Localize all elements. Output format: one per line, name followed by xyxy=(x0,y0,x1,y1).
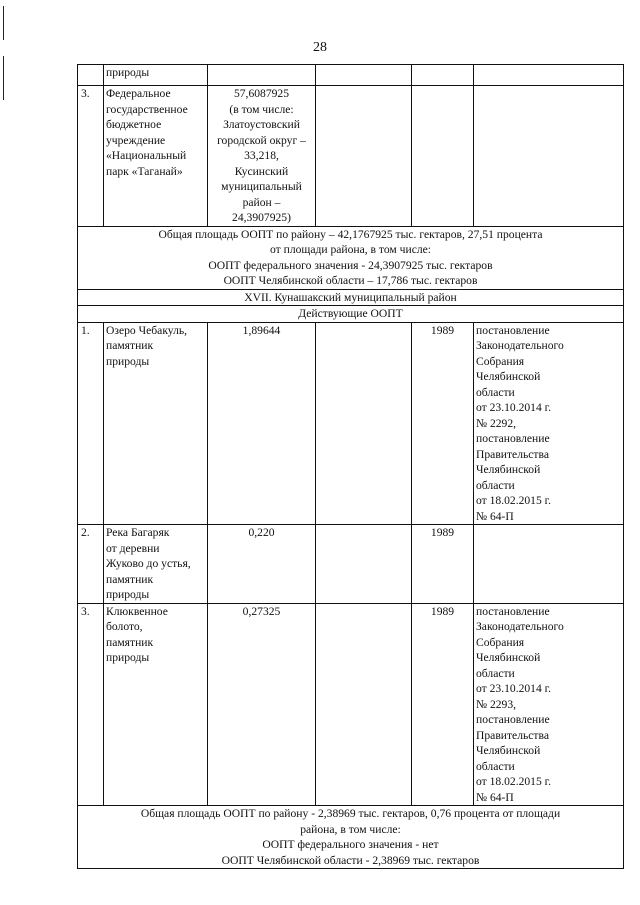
blank-cell xyxy=(316,603,412,806)
scan-edge-mark xyxy=(3,6,4,40)
name-line: природы xyxy=(106,354,150,368)
name-line: Федеральное xyxy=(106,87,171,100)
document-line: Челябинской xyxy=(476,651,541,664)
name-line: природы xyxy=(106,588,150,601)
document-line: от 18.02.2015 г. xyxy=(476,494,552,507)
area-line: район – xyxy=(242,195,281,209)
document-line: Челябинской xyxy=(476,744,541,757)
summary-line: Общая площадь ООПТ по району - 2,38969 тыс. гектаров, 0,76 процента от площади xyxy=(140,807,561,820)
area-line: муниципальный xyxy=(221,180,302,193)
name-line: государственное xyxy=(106,102,188,116)
document-cell xyxy=(474,322,624,525)
summary-line: района, в том числе: xyxy=(300,822,401,836)
area-cell xyxy=(208,86,316,227)
document-line: от 18.02.2015 г. xyxy=(476,775,552,788)
name-cell xyxy=(104,322,208,525)
row-number-cell: 3. xyxy=(78,86,104,227)
document-line: области xyxy=(476,666,515,680)
summary-row xyxy=(78,806,624,869)
summary-line: ООПТ Челябинской области – 17,786 тыс. гектаров xyxy=(223,274,478,287)
page-number: 28 xyxy=(313,40,327,55)
name-line: Река Багаряк xyxy=(106,526,170,539)
document-line: Челябинской xyxy=(476,463,541,476)
area-cell: 0,220 xyxy=(208,525,316,604)
document-cell xyxy=(474,525,624,604)
name-line: «Национальный xyxy=(106,149,187,162)
blank-cell xyxy=(316,86,412,227)
document-line: Челябинской xyxy=(476,370,541,383)
name-line: Озеро Чебакуль, xyxy=(106,323,188,337)
protected-areas-table xyxy=(77,64,624,869)
document-line: от 23.10.2014 г. xyxy=(476,401,552,414)
name-line: учреждение xyxy=(106,133,166,147)
row-number-cell xyxy=(78,65,104,86)
document-line: области xyxy=(476,759,515,773)
name-cell xyxy=(104,86,208,227)
document-line: постановление xyxy=(476,432,550,445)
document-cell xyxy=(474,86,624,227)
row-number-cell: 3. xyxy=(78,603,104,806)
district-summary xyxy=(78,806,624,869)
summary-line: ООПТ Челябинской области - 2,38969 тыс. гектаров xyxy=(221,853,480,867)
name-line: Жуково до устья, xyxy=(106,557,191,570)
year-cell: 1989 xyxy=(412,603,474,806)
row-number-cell: 2. xyxy=(78,525,104,604)
document-line: области xyxy=(476,385,515,399)
subheading-active-areas: Действующие ООПТ xyxy=(78,306,624,323)
document-line: Законодательного xyxy=(476,339,564,352)
area-line: 24,3907925) xyxy=(232,211,291,224)
document-line: Собрания xyxy=(476,635,525,649)
summary-line: Общая площадь ООПТ по району – 42,1767925 тыс. гектаров, 27,51 процента xyxy=(158,227,543,241)
document-line: постановление xyxy=(476,713,550,726)
summary-line: ООПТ федерального значения - нет xyxy=(262,838,439,851)
year-cell xyxy=(412,65,474,86)
table-row xyxy=(78,603,624,806)
name-line: памятник xyxy=(106,339,154,352)
area-line: городской округ – xyxy=(217,133,306,147)
area-line: 57,6087925 xyxy=(233,87,290,100)
document-line: № 64-П xyxy=(476,790,514,804)
table-row xyxy=(78,65,624,86)
document-line: Собрания xyxy=(476,354,525,368)
district-summary xyxy=(78,226,624,289)
document-line: № 2293, xyxy=(476,697,517,711)
document-line: постановление xyxy=(476,604,550,618)
summary-line: ООПТ федерального значения - 24,3907925 тыс. гектаров xyxy=(208,258,493,272)
area-cell: 1,89644 xyxy=(208,322,316,525)
document-line: Правительства xyxy=(476,728,549,742)
blank-cell xyxy=(316,65,412,86)
name-cell xyxy=(104,603,208,806)
year-cell: 1989 xyxy=(412,322,474,525)
section-header-row xyxy=(78,289,624,306)
name-line: памятник xyxy=(106,635,154,649)
area-line: Златоустовский xyxy=(223,118,300,131)
table-row xyxy=(78,322,624,525)
name-line: памятник xyxy=(106,572,154,586)
row-number-cell: 1. xyxy=(78,322,104,525)
document-line: постановление xyxy=(476,323,550,337)
name-line: парк «Таганай» xyxy=(106,164,183,178)
document-cell xyxy=(474,603,624,806)
table-row xyxy=(78,86,624,227)
year-cell: 1989 xyxy=(412,525,474,604)
document-line: № 64-П xyxy=(476,509,514,523)
name-line: Клюквенное xyxy=(106,604,168,618)
area-cell: 0,27325 xyxy=(208,603,316,806)
document-line: от 23.10.2014 г. xyxy=(476,682,552,695)
name-line: от деревни xyxy=(106,541,160,555)
year-cell xyxy=(412,86,474,227)
document-line: Законодательного xyxy=(476,620,564,633)
document-line: Правительства xyxy=(476,447,549,461)
area-line: 33,218, xyxy=(244,149,279,162)
name-line: природы xyxy=(106,651,150,664)
name-cell: природы xyxy=(104,65,208,86)
area-cell xyxy=(208,65,316,86)
blank-cell xyxy=(316,525,412,604)
document-line: области xyxy=(476,478,515,492)
summary-row xyxy=(78,226,624,289)
table-row xyxy=(78,525,624,604)
district-heading: XVII. Кунашакский муниципальный район xyxy=(78,289,624,306)
summary-line: от площади района, в том числе: xyxy=(270,243,431,256)
area-line: (в том числе: xyxy=(229,102,294,116)
name-line: бюджетное xyxy=(106,118,162,131)
section-subheader-row xyxy=(78,306,624,323)
document-line: № 2292, xyxy=(476,416,517,430)
document-cell xyxy=(474,65,624,86)
area-line: Кусинский xyxy=(234,164,289,178)
name-line: болото, xyxy=(106,620,143,633)
blank-cell xyxy=(316,322,412,525)
scan-edge-mark xyxy=(3,56,4,100)
name-cell xyxy=(104,525,208,604)
